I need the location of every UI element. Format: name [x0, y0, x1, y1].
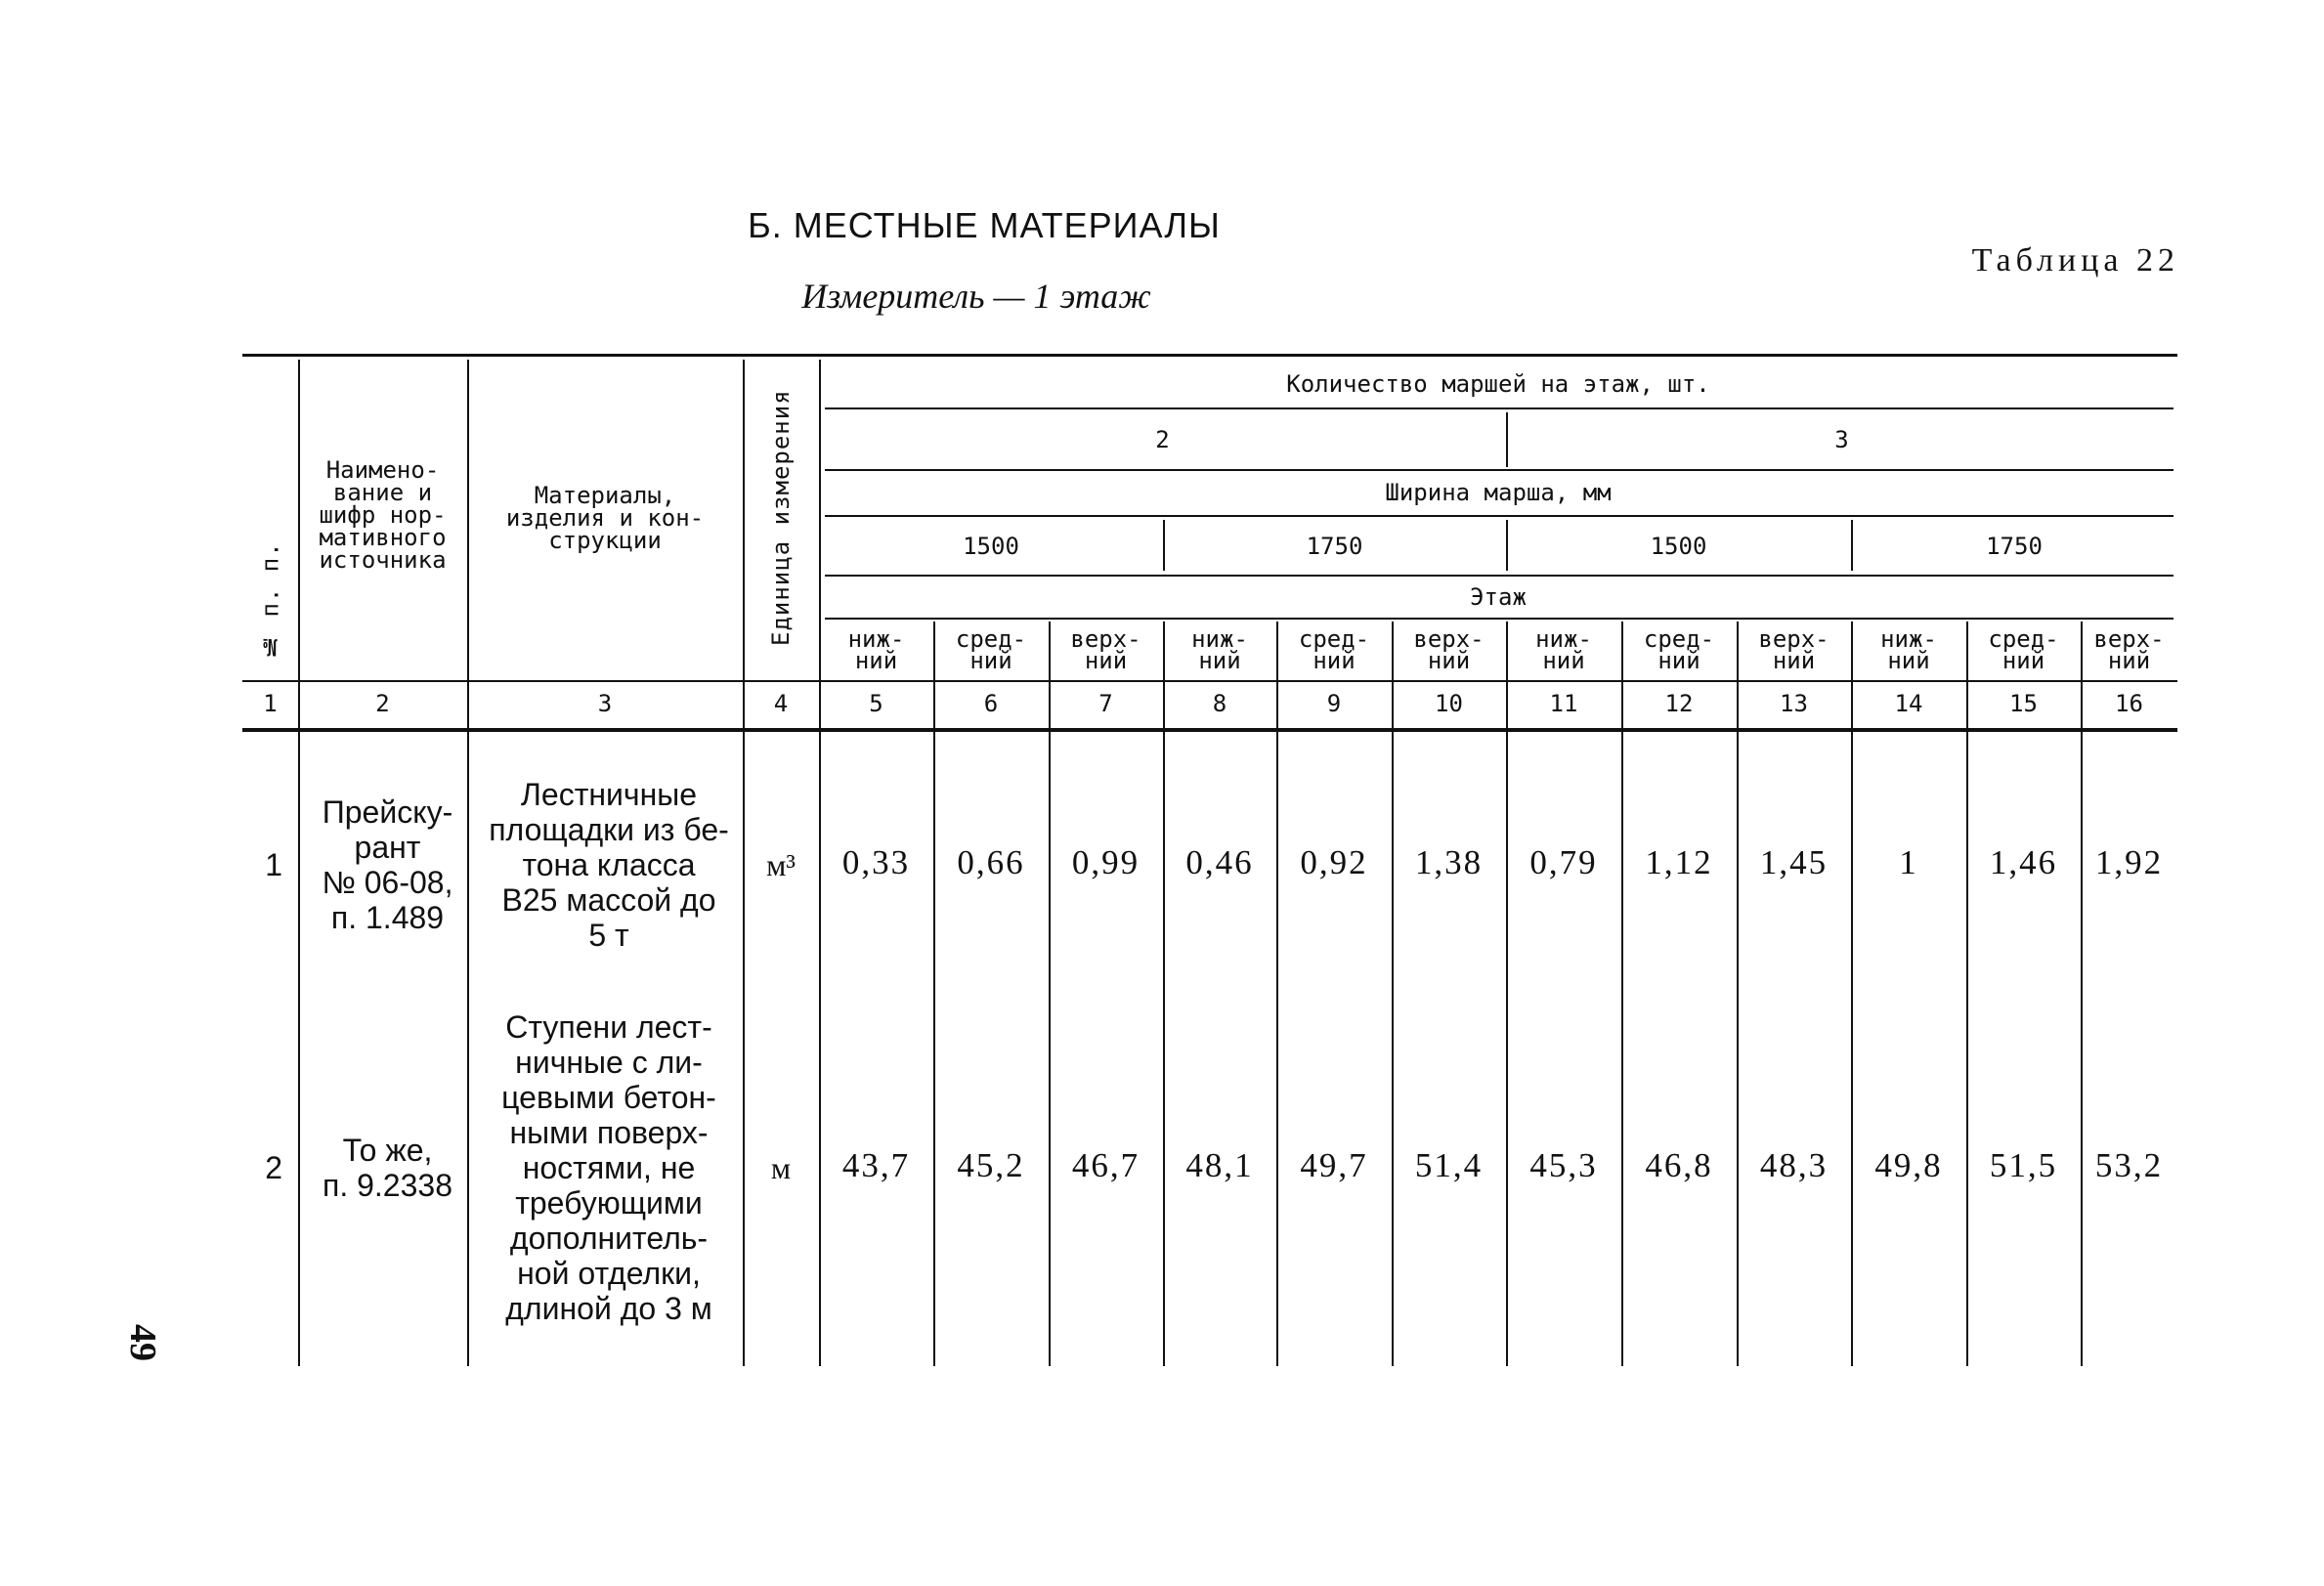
header-width: Ширина марша, мм — [1385, 479, 1612, 506]
header-name: Наимено- вание и шифр нор- мативного источника — [319, 456, 447, 574]
header-width-4: 1750 — [1986, 532, 2043, 560]
column-number: 14 — [1894, 690, 1923, 717]
materials-table — [242, 352, 2177, 1368]
marches-rule — [825, 407, 2173, 409]
header-num: № п. п. — [256, 541, 284, 661]
header-floor-2: сред- ний — [955, 625, 1027, 674]
row-value: 49,7 — [1300, 1146, 1368, 1184]
column-number: 9 — [1326, 690, 1342, 717]
column-number: 3 — [597, 690, 613, 717]
row-value: 53,2 — [2094, 1146, 2164, 1184]
row-value: 0,79 — [1529, 843, 1598, 881]
header-materials: Материалы, изделия и кон- струкции — [505, 482, 705, 554]
row-value: 46,7 — [1071, 1146, 1140, 1184]
header-group-2: 2 — [1155, 425, 1170, 453]
row-value: 48,1 — [1185, 1146, 1254, 1184]
column-number: 10 — [1435, 690, 1463, 717]
header-floor-4: ниж- ний — [1191, 625, 1248, 674]
header-floor-10: ниж- ний — [1880, 625, 1937, 674]
row-unit: м³ — [766, 847, 796, 882]
row-num: 2 — [265, 1150, 282, 1185]
header-floor-8: сред- ний — [1643, 625, 1715, 674]
row-value: 49,8 — [1874, 1146, 1943, 1184]
row-value: 0,46 — [1185, 843, 1254, 881]
width-values-rule — [825, 515, 2173, 517]
header-group-3: 3 — [1834, 425, 1849, 453]
page-number: 49 — [122, 1324, 163, 1361]
column-number: 1 — [263, 690, 278, 717]
row-value: 1 — [1899, 843, 1918, 881]
row-value: 1,46 — [1989, 843, 2058, 881]
header-floor-11: сред- ний — [1988, 625, 2059, 674]
header-floor-6: верх- ний — [1413, 625, 1485, 674]
column-number: 6 — [983, 690, 999, 717]
measure-unit-line: Измеритель — 1 этаж — [801, 277, 1151, 316]
row-value: 1,38 — [1414, 843, 1484, 881]
row-value: 48,3 — [1759, 1146, 1829, 1184]
row-value: 0,33 — [841, 843, 911, 881]
column-number: 15 — [2009, 690, 2038, 717]
table-top-rule — [242, 354, 2177, 357]
row-value: 1,92 — [2094, 843, 2164, 881]
column-number: 7 — [1098, 690, 1113, 717]
row-material: Ступени лест- ничные с ли- цевыми бетон- ными поверх- ностями, не требующими дополнитель- ной отделки, длиной до 3 м — [501, 1009, 716, 1326]
column-number: 13 — [1780, 690, 1808, 717]
body-top-rule — [242, 728, 2177, 732]
header-floor-12: верх- ний — [2093, 625, 2165, 674]
row-value: 45,2 — [957, 1146, 1025, 1184]
row-value: 45,3 — [1529, 1146, 1598, 1184]
column-number: 11 — [1549, 690, 1578, 717]
row-value: 1,45 — [1759, 843, 1829, 881]
column-number: 2 — [375, 690, 390, 717]
row-value: 1,12 — [1645, 843, 1713, 881]
header-floor-9: верх- ний — [1758, 625, 1829, 674]
column-number: 5 — [869, 690, 883, 717]
floor-values-rule — [825, 618, 2173, 620]
row-value: 51,4 — [1414, 1146, 1484, 1184]
header-floor-3: верх- ний — [1070, 625, 1141, 674]
header-floor-5: сред- ний — [1298, 625, 1370, 674]
header-width-1: 1500 — [963, 532, 1019, 560]
row-value: 46,8 — [1645, 1146, 1713, 1184]
row-value: 43,7 — [841, 1146, 911, 1184]
table-label: Таблица 22 — [1971, 242, 2179, 279]
row-source: Прейску- рант № 06-08, п. 1.489 — [322, 794, 453, 935]
column-number: 16 — [2115, 690, 2143, 717]
header-marches-count: Количество маршей на этаж, шт. — [1286, 370, 1710, 398]
header-width-2: 1750 — [1306, 532, 1363, 560]
header-floor: Этаж — [1470, 582, 1527, 611]
column-number: 8 — [1212, 690, 1227, 717]
section-title: Б. МЕСТНЫЕ МАТЕРИАЛЫ — [748, 205, 1221, 245]
header-width-3: 1500 — [1650, 532, 1707, 560]
row-value: 0,66 — [957, 843, 1025, 881]
header-floor-7: ниж- ний — [1535, 625, 1592, 674]
row-value: 51,5 — [1989, 1146, 2058, 1184]
row-num: 1 — [265, 847, 282, 882]
row-unit: м — [770, 1150, 792, 1185]
row-material: Лестничные площадки из бе- тона класса В25 массой до 5 т — [489, 777, 729, 953]
column-number: 4 — [773, 690, 789, 717]
header-floor-1: ниж- ний — [847, 625, 905, 674]
row-value: 0,99 — [1071, 843, 1140, 881]
row-value: 0,92 — [1300, 843, 1368, 881]
header-unit: Единица измерения — [767, 389, 795, 647]
column-number: 12 — [1664, 690, 1694, 717]
row-source: То же, п. 9.2338 — [323, 1133, 452, 1203]
